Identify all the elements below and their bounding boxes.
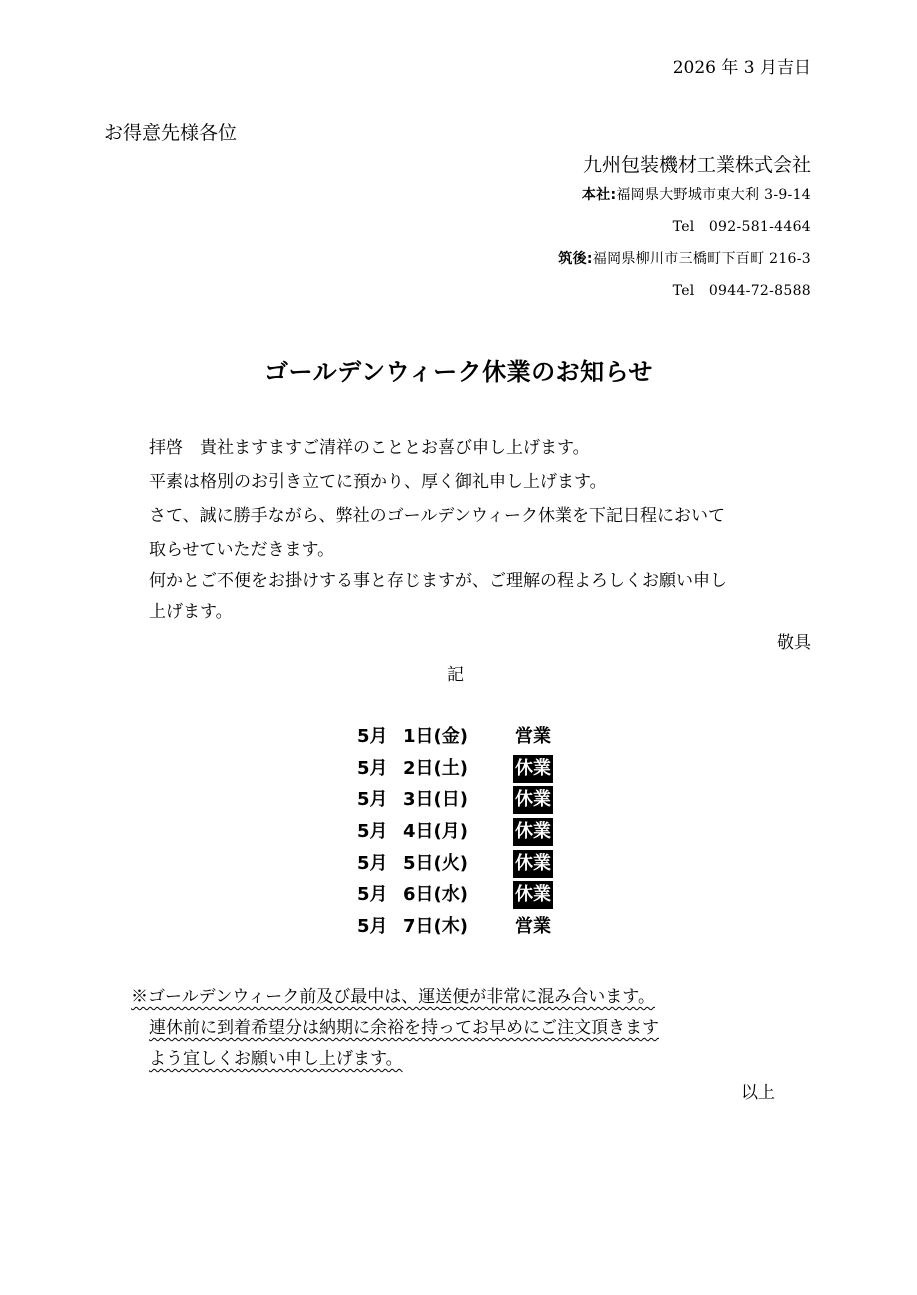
branch-office-address [558, 248, 811, 268]
document-date: 2026 年 3 月吉日 [672, 58, 811, 78]
schedule-month: 5月 [357, 884, 388, 905]
recipient: お得意先様各位 [104, 122, 238, 144]
notice-title: ゴールデンウィーク休業のお知らせ [264, 358, 653, 386]
schedule-day: 5日(火) [403, 853, 468, 874]
branch-office-tel: Tel 0944-72-8588 [672, 283, 811, 299]
closing-ijo: 以上 [741, 1083, 775, 1103]
ki-heading: 記 [447, 665, 464, 685]
office-address: 福岡県柳川市三橋町下百町 216-3 [592, 251, 811, 267]
body-line: 上げます。 [149, 602, 233, 622]
status-closed: 休業 [513, 755, 553, 783]
head-office-address [582, 184, 811, 204]
schedule-month: 5月 [357, 758, 388, 779]
body-line: 平素は格別のお引き立てに預かり、厚く御礼申し上げます。 [149, 472, 607, 492]
schedule-month: 5月 [357, 821, 388, 842]
label-colon: : [610, 187, 617, 203]
note-line: ※ゴールデンウィーク前及び最中は、運送便が非常に混み合います。 [131, 987, 655, 1007]
schedule-month: 5月 [357, 726, 388, 747]
note-line: よう宜しくお願い申し上げます。 [149, 1049, 403, 1069]
company-name: 九州包装機材工業株式会社 [582, 154, 811, 176]
schedule-month: 5月 [357, 916, 388, 937]
body-line: 拝啓 貴社ますますご清祥のこととお喜び申し上げます。 [149, 438, 590, 458]
status-closed: 休業 [513, 850, 553, 878]
schedule-row [357, 723, 553, 751]
status-open: 営業 [515, 726, 551, 747]
office-label: 筑後 [558, 251, 587, 267]
head-office-tel: Tel 092-581-4464 [672, 219, 811, 235]
schedule-day: 2日(土) [403, 758, 468, 779]
status-closed: 休業 [513, 786, 553, 814]
schedule-row [357, 850, 553, 878]
office-label: 本社 [581, 187, 611, 203]
schedule-row [357, 881, 553, 909]
status-closed: 休業 [513, 818, 553, 846]
schedule-day: 7日(木) [403, 916, 468, 937]
body-line: さて、誠に勝手ながら、弊社のゴールデンウィーク休業を下記日程において [149, 506, 725, 526]
body-line: 取らせていただきます。 [149, 540, 335, 560]
schedule-row [357, 786, 553, 814]
schedule-month: 5月 [357, 853, 388, 874]
status-open: 営業 [515, 916, 551, 937]
schedule-day: 4日(月) [403, 821, 468, 842]
schedule-day: 1日(金) [403, 726, 468, 747]
schedule-row [357, 913, 553, 941]
label-colon: : [586, 251, 593, 267]
schedule-day: 3日(日) [403, 789, 468, 810]
schedule-month: 5月 [357, 789, 388, 810]
schedule-row [357, 755, 553, 783]
closing-keigu: 敬具 [777, 633, 811, 653]
schedule-row [357, 818, 553, 846]
note-line: 連休前に到着希望分は納期に余裕を持ってお早めにご注文頂きます [149, 1018, 659, 1038]
body-line: 何かとご不便をお掛けする事と存じますが、ご理解の程よろしくお願い申し [149, 571, 727, 591]
schedule-day: 6日(水) [403, 884, 468, 905]
office-address: 福岡県大野城市東大利 3-9-14 [616, 187, 811, 203]
status-closed: 休業 [513, 881, 553, 909]
